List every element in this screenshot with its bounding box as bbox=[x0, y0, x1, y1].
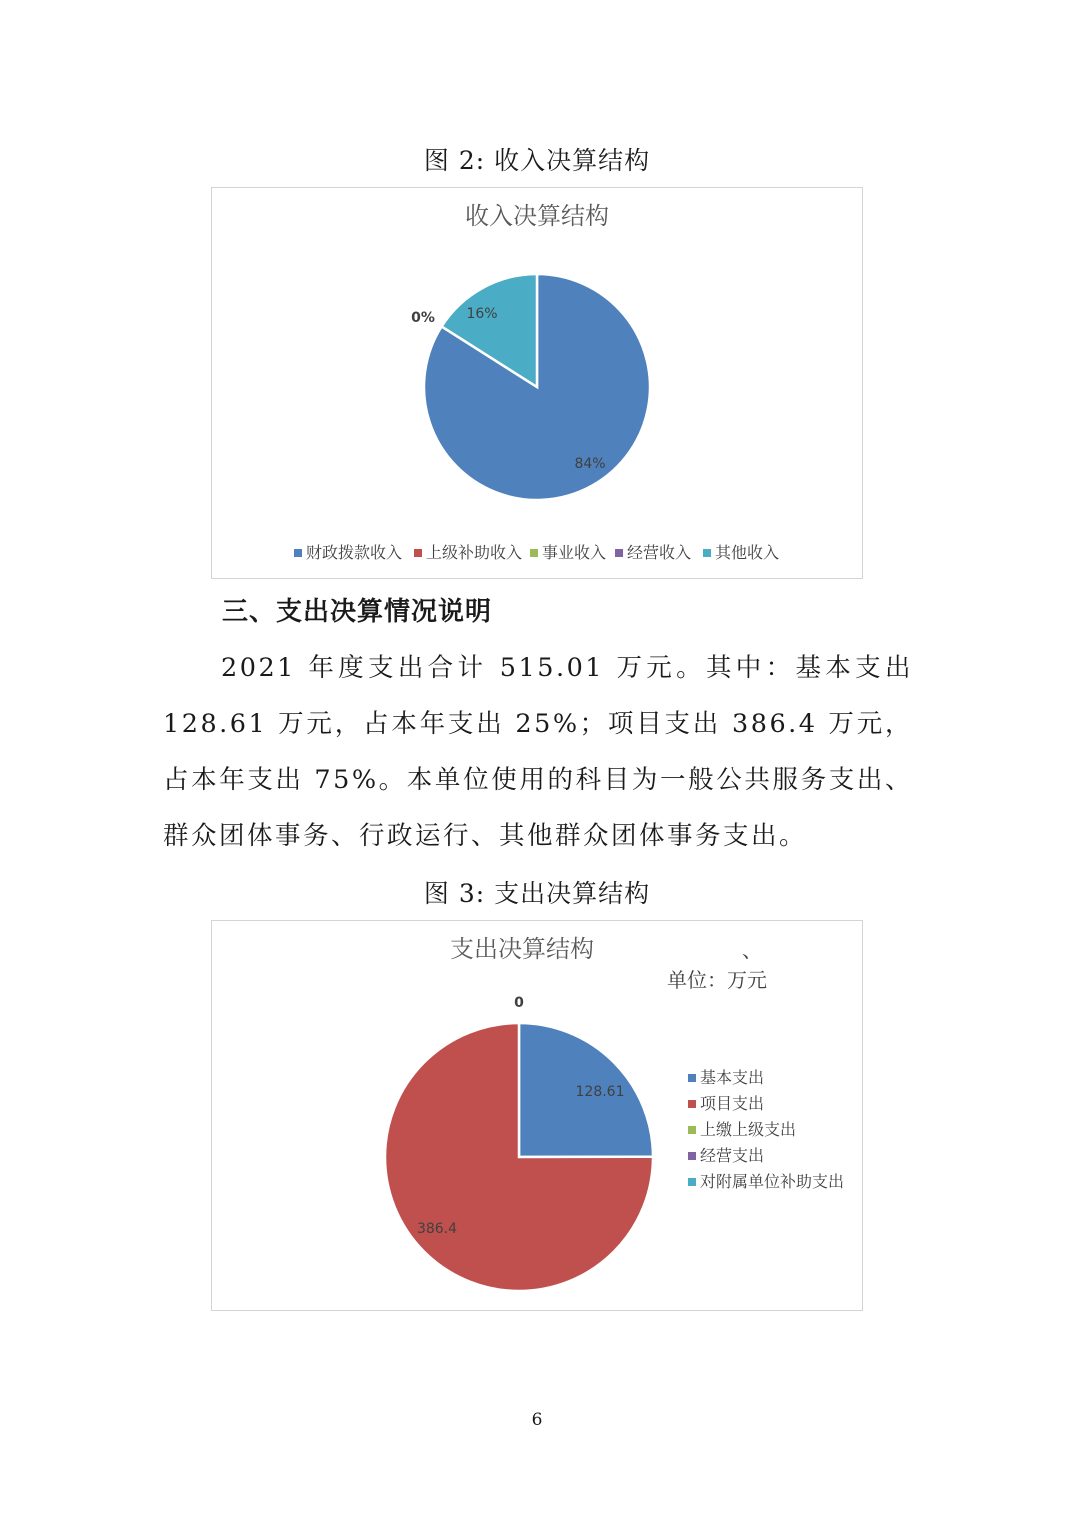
income-fiscal-value-label: 84% bbox=[574, 456, 606, 472]
expenditure-legend-label-5: 对附属单位补助支出 bbox=[700, 1172, 845, 1191]
income-legend-label-4: 经营收入 bbox=[627, 543, 692, 562]
expenditure-legend-label-1: 基本支出 bbox=[700, 1068, 765, 1087]
expenditure-zero-label: 0 bbox=[514, 995, 524, 1011]
income-legend-marker-1 bbox=[294, 549, 302, 557]
unit-label: 单位：万元 bbox=[667, 968, 767, 992]
income-legend-marker-5 bbox=[703, 549, 711, 557]
income-legend-label-1: 财政拨款收入 bbox=[306, 543, 403, 562]
income-legend-label-3: 事业收入 bbox=[542, 543, 607, 562]
income-legend-marker-3 bbox=[530, 549, 538, 557]
expenditure-chart-title: 支出决算结构 bbox=[450, 935, 594, 963]
expenditure-chart bbox=[211, 920, 863, 1311]
income-legend-marker-2 bbox=[414, 549, 422, 557]
expenditure-legend-label-2: 项目支出 bbox=[700, 1094, 765, 1113]
figure-3-caption: 图 3: 支出决算结构 bbox=[423, 879, 651, 908]
income-legend-marker-4 bbox=[615, 549, 623, 557]
expenditure-basic-value-label: 128.61 bbox=[575, 1084, 625, 1100]
expenditure-legend-marker-4 bbox=[688, 1152, 696, 1160]
income-other-value-label: 16% bbox=[466, 306, 498, 322]
expenditure-paragraph: 2021 年度支出合计 515.01 万元。其中：基本支出 128.61 万元，占本年支出 25%；项目支出 386.4 万元，占本年支出 75%。本单位使用的科目为一般公共服务支出、群众团体事务、行政运行、其他群众团体事务支出。 bbox=[163, 653, 913, 851]
expenditure-legend-label-3: 上缴上级支出 bbox=[700, 1120, 797, 1139]
expenditure-legend-marker-3 bbox=[688, 1126, 696, 1134]
income-legend-label-5: 其他收入 bbox=[715, 543, 780, 562]
page-number: 6 bbox=[531, 1410, 543, 1430]
section-heading: 三、支出决算情况说明 bbox=[222, 597, 493, 627]
expenditure-legend-marker-1 bbox=[688, 1074, 696, 1082]
income-chart-title: 收入决算结构 bbox=[465, 202, 609, 230]
income-legend-label-2: 上级补助收入 bbox=[426, 543, 523, 562]
income-zero-label: 0% bbox=[411, 310, 435, 326]
stray-mark: 、 bbox=[742, 938, 762, 962]
figure-2-caption: 图 2: 收入决算结构 bbox=[423, 146, 651, 175]
expenditure-legend-marker-2 bbox=[688, 1100, 696, 1108]
income-pie-chart bbox=[212, 188, 862, 578]
expenditure-legend-label-4: 经营支出 bbox=[700, 1146, 765, 1165]
income-chart bbox=[211, 187, 863, 579]
expenditure-legend-marker-5 bbox=[688, 1178, 696, 1186]
expenditure-pie-chart bbox=[212, 921, 862, 1310]
expenditure-project-value-label: 386.4 bbox=[416, 1221, 458, 1237]
